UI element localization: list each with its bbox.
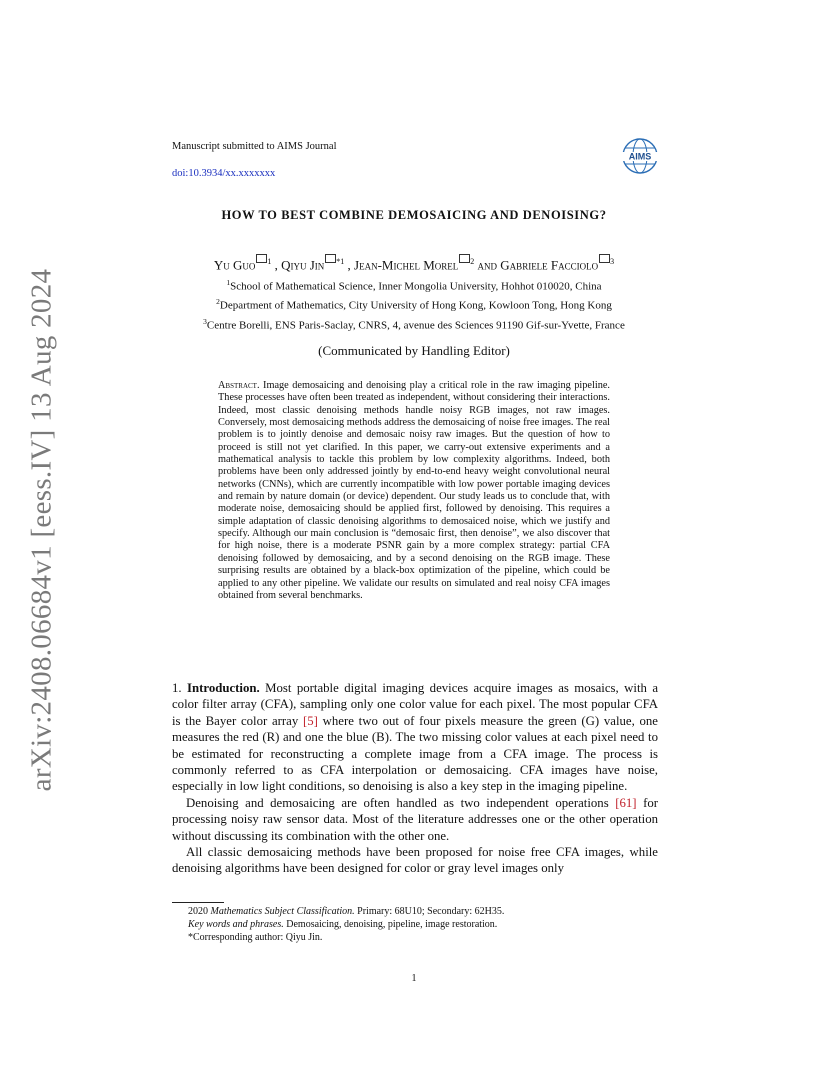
affiliation-2: $^2$Department of Mathematics, City University of Hong Kong, Kowloon Tong, Hong Kong — [216, 297, 612, 312]
paper-title: HOW TO BEST COMBINE DEMOSAICING AND DENOISING? — [221, 208, 607, 222]
footnote-keywords: Key words and phrases. Demosaicing, denoising, pipeline, image restoration. — [188, 919, 498, 930]
affiliation-3: $^3$Centre Borelli, ENS Paris-Saclay, CNRS, 4, avenue des Sciences 91190 Gif-sur-Yvette, France — [203, 317, 625, 332]
aims-logo-icon — [618, 136, 662, 184]
intro-paragraph-3: All classic demosaicing methods have been proposed for noise free CFA images, while denoising algorithms have been designed for color or gray level images only — [172, 845, 658, 876]
page-number: 1 — [411, 973, 417, 984]
footnote-rule — [172, 902, 224, 903]
citation-link[interactable]: [5] — [303, 713, 318, 728]
author-4-mark: 3 — [610, 257, 615, 266]
abstract-text: Image demosaicing and denoising play a critical role in the raw imaging pipeline. These processes have often been treated as independent, without considering their interactions. Indeed, most classic denoising methods handle noisy RGB images, not raw images. Conversely, most demosaicing methods address the demosaicing of noise free images. The real problem is to jointly denoise and demosaic noisy raw images. But the question of how to proceed is still not yet clarified. In this paper, we carry-out extensive experiments and a mathematical analysis to tackle this problem by low complexity algorithms. Indeed, both problems have been only addressed jointly by end-to-end heavy weight convolutional neural networks (CNNs), which are currently incompatible with low power portable imaging devices and remain by nature domain (or device) dependent. Our study leads us to conclude that, with moderate noise, demosaicing should be applied first, followed by denoising. This requires a simple adaptation of classic denoising algorithms to demosaiced noise, which we justify and specify. Although our main conclusion is “demosaic first, then denoise”, we also discover that for high noise, there is a moderate PSNR gain by a more complex strategy: partial CFA denoising followed by demosaicing, and by a second denoising on the RGB image. These surprising results are obtained by a black-box optimization of the pipeline, which could be applied to any other pipeline. We validate our results on simulated and real noisy CFA images obtained from several benchmarks. — [218, 380, 610, 601]
doi-link[interactable]: doi:10.3934/xx.xxxxxxx — [172, 168, 276, 179]
arxiv-id-text: arXiv:2408.06684v1 [eess.IV] 13 Aug 2024 — [25, 268, 58, 792]
section-heading: Introduction. — [187, 681, 260, 695]
author-1[interactable]: Yu Guo — [213, 257, 256, 273]
author-and: and — [474, 257, 501, 273]
author-2[interactable]: Qiyu Jin — [281, 257, 325, 273]
citation-link[interactable]: [61] — [615, 795, 637, 810]
intro-paragraph-2: Denoising and demosaicing are often handled as two independent operations [61] for processing noisy raw sensor data. Most of the literature addresses one or the other operation without discussing its combination with the other one. — [172, 795, 658, 843]
abstract-label: Abstract. — [218, 380, 260, 391]
abstract — [218, 380, 610, 602]
author-3-mark: 2 — [470, 257, 475, 266]
intro-paragraph-1: 1. Introduction. Most portable digital imaging devices acquire images as mosaics, with a color filter array (CFA), sampling only one color value for each pixel. The most popular CFA is the Bayer color array [5] where two out of four pixels measure the green (G) value, one measures the red (R) and one the blue (B). The two missing color values at each pixel need to be estimated for reconstructing a complete image from a CFA image. The process is commonly referred to as CFA interpolation or demosaicing. CFA images have noise, especially in low light conditions, so denoising is also a key step in the imaging pipeline. — [172, 681, 658, 794]
author-3[interactable]: Jean-Michel Morel — [354, 257, 459, 273]
author-4[interactable]: Gabriele Facciolo — [500, 257, 599, 273]
author-2-mark: *1 — [336, 257, 345, 266]
introduction-section — [172, 680, 658, 877]
author-list — [0, 257, 828, 273]
email-icon[interactable] — [599, 254, 610, 263]
affiliation-1: $^1$School of Mathematical Science, Inner Mongolia University, Hohhot 010020, China — [226, 278, 602, 293]
email-icon[interactable] — [459, 254, 470, 263]
email-icon[interactable] — [325, 254, 336, 263]
journal-header: Manuscript submitted to AIMS Journal — [172, 141, 337, 152]
author-separator: , — [271, 257, 282, 273]
footnote-msc: 2020 Mathematics Subject Classification. Primary: 68U10; Secondary: 62H35. — [188, 906, 505, 917]
author-separator: , — [344, 257, 355, 273]
author-1-mark: 1 — [267, 257, 272, 266]
footnote-corresponding: *Corresponding author: Qiyu Jin. — [188, 932, 323, 943]
aims-logo-text: AIMS — [628, 151, 652, 162]
email-icon[interactable] — [256, 254, 267, 263]
communicated-by: (Communicated by Handling Editor) — [318, 343, 510, 358]
